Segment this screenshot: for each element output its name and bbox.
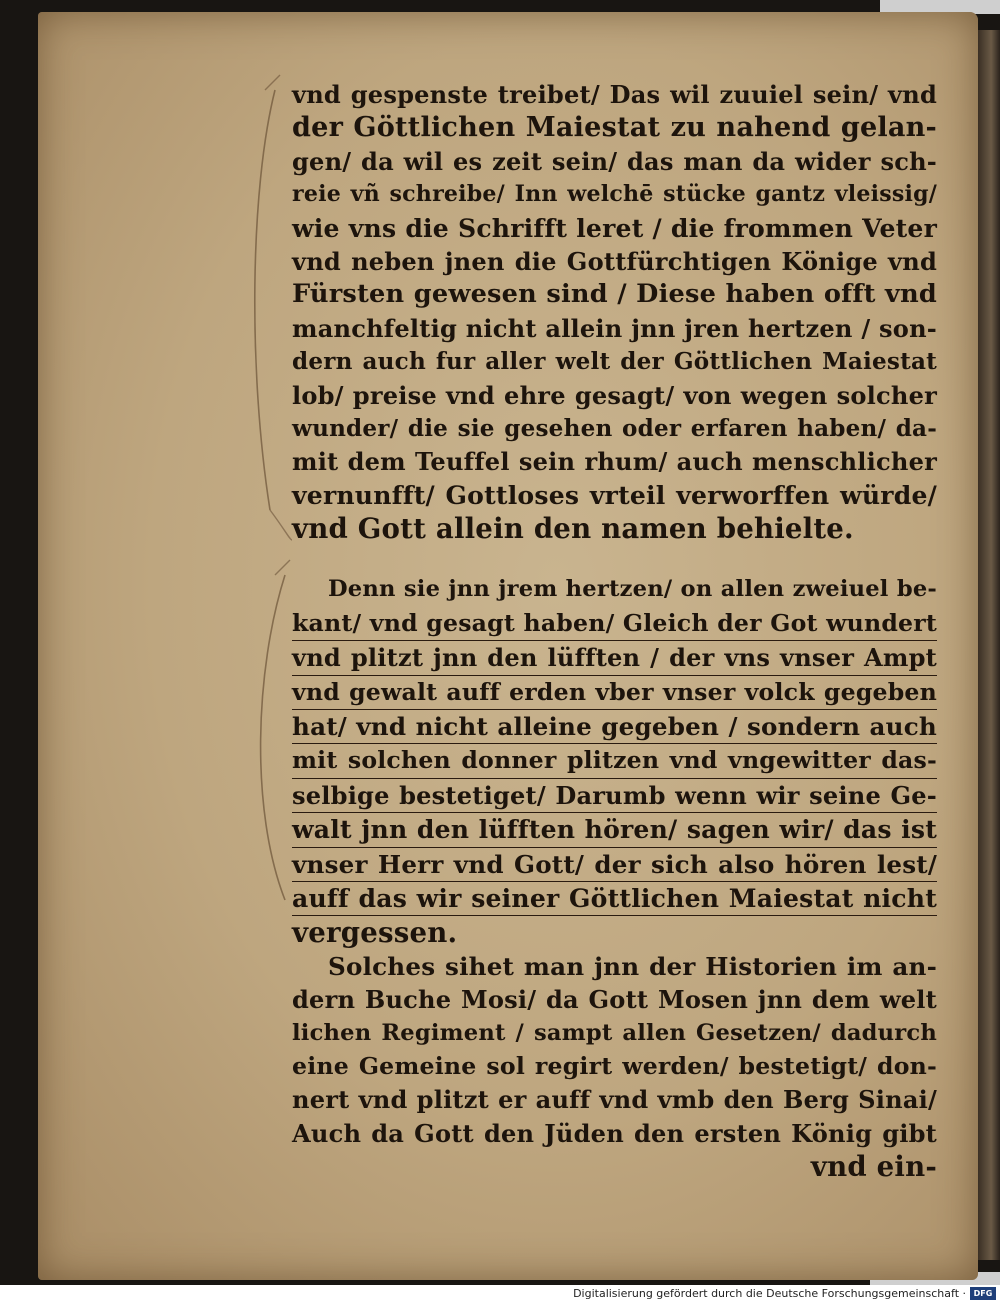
- text-line-underlined: auff das wir seiner Göttlichen Maiestat nicht: [292, 882, 937, 916]
- text-line: gen/ da wil es zeit sein/ das man da wider sch-: [292, 146, 937, 176]
- text-line-underlined: vnser Herr vnd Gott/ der sich also hören lest/: [292, 848, 937, 882]
- text-line-underlined: vnd plitzt jnn den lüfften / der vns vnser Ampt: [292, 641, 937, 675]
- text-line-underlined: hat/ vnd nicht alleine gegeben / sondern auch: [292, 710, 937, 744]
- text-line: wie vns die Schrifft leret / die frommen Veter: [292, 212, 937, 243]
- text-line: Denn sie jnn jrem hertzen/ on allen zweiuel be-: [328, 576, 937, 603]
- text-line: dern auch fur aller welt der Göttlichen Maiestat: [292, 348, 937, 376]
- text-line: lichen Regiment / sampt allen Gesetzen/ dadurch: [292, 1019, 937, 1046]
- text-line: lob/ preise vnd ehre gesagt/ von wegen solcher: [292, 380, 937, 410]
- dfg-logo: DFG: [970, 1287, 996, 1300]
- page-edge: [978, 30, 1000, 1260]
- text-line: vernunfft/ Gottloses vrteil verworffen würde/: [292, 479, 937, 510]
- text-line: Auch da Gott den Jüden den ersten König gibt: [292, 1118, 937, 1148]
- text-line: vnd gespenste treibet/ Das wil zuuiel sein/ vnd: [292, 80, 937, 109]
- text-line-underlined: kant/ vnd gesagt haben/ Gleich der Got wundert: [292, 607, 937, 641]
- text-line: dern Buche Mosi/ da Gott Mosen jnn dem welt: [292, 985, 937, 1015]
- catchword: vnd ein-: [810, 1150, 937, 1184]
- text-line: eine Gemeine sol regirt werden/ bestetigt/ don-: [292, 1051, 937, 1080]
- text-line: mit dem Teuffel sein rhum/ auch menschlicher: [292, 447, 937, 477]
- text-line-underlined: walt jnn den lüfften hören/ sagen wir/ das ist: [292, 813, 937, 847]
- text-line: Fürsten gewesen sind / Diese haben offt vnd: [292, 279, 937, 310]
- text-line: vnd neben jnen die Gottfürchtigen Könige vnd: [292, 246, 937, 276]
- paragraph-gap: [292, 545, 937, 573]
- text-line: Solches sihet man jnn der Historien im an-: [328, 951, 937, 981]
- text-line: der Göttlichen Maiestat zu nahend gelan-: [292, 112, 937, 144]
- text-line-underlined: mit solchen donner plitzen vnd vngewitter das-: [292, 744, 937, 778]
- funding-credit: Digitalisierung gefördert durch die Deutsche Forschungsgemeinschaft ·: [573, 1287, 966, 1300]
- text-line: vnd Gott allein den namen behielte.: [292, 512, 854, 546]
- text-line: nert vnd plitzt er auff vnd vmb den Berg Sinai/: [292, 1085, 937, 1115]
- text-line: manchfeltig nicht allein jnn jren hertzen / son-: [292, 313, 937, 343]
- text-line: wunder/ die sie gesehen oder erfaren haben/ da-: [292, 414, 937, 442]
- text-line-underlined: vnd gewalt auff erden vber vnser volck gegeben: [292, 676, 937, 710]
- page-text: [292, 78, 937, 1184]
- text-line: reie vñ schreibe/ Inn welchē stücke gantz vleissig/: [292, 181, 937, 208]
- text-line: vergessen.: [292, 916, 458, 950]
- text-line-underlined: selbige bestetiget/ Darumb wenn wir seine Ge-: [292, 779, 937, 813]
